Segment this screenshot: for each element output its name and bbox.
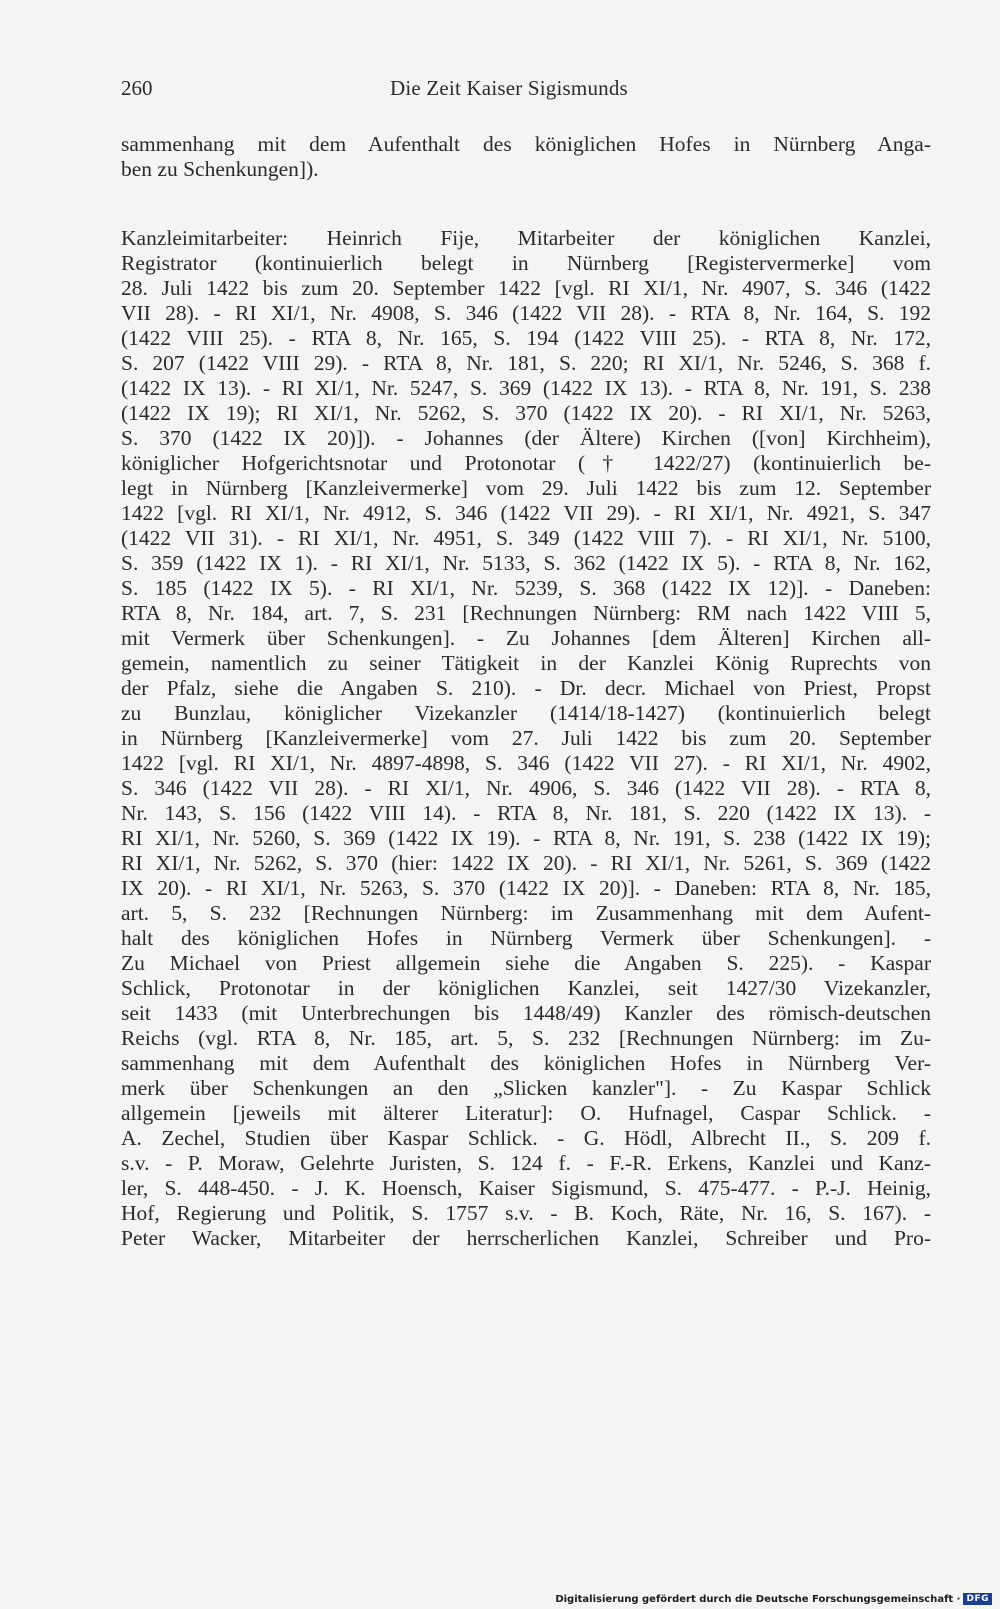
body-text: [121, 132, 931, 1251]
text-line: Peter Wacker, Mitarbeiter der herrscherlichen Kanzlei, Schreiber und Pro-: [121, 1226, 931, 1250]
running-title: Die Zeit Kaiser Sigismunds: [390, 76, 628, 100]
text-line: art. 5, S. 232 [Rechnungen Nürnberg: im Zusammenhang mit dem Aufent-: [121, 901, 931, 925]
text-line: Zu Michael von Priest allgemein siehe die Angaben S. 225). - Kaspar: [121, 951, 931, 975]
text-line: halt des königlichen Hofes in Nürnberg Vermerk über Schenkungen]. -: [121, 926, 931, 950]
text-line: S. 346 (1422 VII 28). - RI XI/1, Nr. 4906, S. 346 (1422 VII 28). - RTA 8,: [121, 776, 931, 800]
text-line: 28. Juli 1422 bis zum 20. September 1422 [vgl. RI XI/1, Nr. 4907, S. 346 (1422: [121, 276, 931, 300]
text-line: Hof, Regierung und Politik, S. 1757 s.v. - B. Koch, Räte, Nr. 16, S. 167). -: [121, 1201, 931, 1225]
page-number: 260: [121, 76, 153, 100]
text-line: (1422 VIII 25). - RTA 8, Nr. 165, S. 194 (1422 VIII 25). - RTA 8, Nr. 172,: [121, 326, 931, 350]
text-line: S. 185 (1422 IX 5). - RI XI/1, Nr. 5239, S. 368 (1422 IX 12)]. - Daneben:: [121, 576, 931, 600]
text-line: allgemein [jeweils mit älterer Literatur]: O. Hufnagel, Caspar Schlick. -: [121, 1101, 931, 1125]
text-line: 1422 [vgl. RI XI/1, Nr. 4897-4898, S. 346 (1422 VII 27). - RI XI/1, Nr. 4902,: [121, 751, 931, 775]
text-line: RTA 8, Nr. 184, art. 7, S. 231 [Rechnungen Nürnberg: RM nach 1422 VIII 5,: [121, 601, 931, 625]
paragraph-gap: [121, 182, 931, 226]
text-line: IX 20). - RI XI/1, Nr. 5263, S. 370 (1422 IX 20)]. - Daneben: RTA 8, Nr. 185,: [121, 876, 931, 900]
text-line: (1422 IX 13). - RI XI/1, Nr. 5247, S. 369 (1422 IX 13). - RTA 8, Nr. 191, S. 238: [121, 376, 931, 400]
text-line: ler, S. 448-450. - J. K. Hoensch, Kaiser Sigismund, S. 475-477. - P.-J. Heinig,: [121, 1176, 931, 1200]
text-line: königlicher Hofgerichtsnotar und Protonotar († 1422/27) (kontinuierlich be-: [121, 451, 931, 475]
text-line: Schlick, Protonotar in der königlichen Kanzlei, seit 1427/30 Vizekanzler,: [121, 976, 931, 1000]
text-line: Registrator (kontinuierlich belegt in Nürnberg [Registervermerke] vom: [121, 251, 931, 275]
text-line: in Nürnberg [Kanzleivermerke] vom 27. Juli 1422 bis zum 20. September: [121, 726, 931, 750]
text-line: Nr. 143, S. 156 (1422 VIII 14). - RTA 8, Nr. 181, S. 220 (1422 IX 13). -: [121, 801, 931, 825]
dfg-logo: DFG: [963, 1593, 992, 1605]
text-line: A. Zechel, Studien über Kaspar Schlick. - G. Hödl, Albrecht II., S. 209 f.: [121, 1126, 931, 1150]
text-line: (1422 IX 19); RI XI/1, Nr. 5262, S. 370 (1422 IX 20). - RI XI/1, Nr. 5263,: [121, 401, 931, 425]
text-line: (1422 VII 31). - RI XI/1, Nr. 4951, S. 349 (1422 VIII 7). - RI XI/1, Nr. 5100,: [121, 526, 931, 550]
text-line: RI XI/1, Nr. 5260, S. 369 (1422 IX 19). - RTA 8, Nr. 191, S. 238 (1422 IX 19);: [121, 826, 931, 850]
text-line: S. 359 (1422 IX 1). - RI XI/1, Nr. 5133, S. 362 (1422 IX 5). - RTA 8, Nr. 162,: [121, 551, 931, 575]
text-line: S. 207 (1422 VIII 29). - RTA 8, Nr. 181, S. 220; RI XI/1, Nr. 5246, S. 368 f.: [121, 351, 931, 375]
text-line: Kanzleimitarbeiter: Heinrich Fije, Mitarbeiter der königlichen Kanzlei,: [121, 226, 931, 250]
paragraph-1: [121, 132, 931, 182]
text-line: ben zu Schenkungen]).: [121, 157, 319, 181]
text-line: S. 370 (1422 IX 20)]). - Johannes (der Ältere) Kirchen ([von] Kirchheim),: [121, 426, 931, 450]
text-line: zu Bunzlau, königlicher Vizekanzler (1414/18-1427) (kontinuierlich belegt: [121, 701, 931, 725]
text-line: gemein, namentlich zu seiner Tätigkeit in der Kanzlei König Ruprechts von: [121, 651, 931, 675]
text-line: seit 1433 (mit Unterbrechungen bis 1448/49) Kanzler des römisch-deutschen: [121, 1001, 931, 1025]
text-line: VII 28). - RI XI/1, Nr. 4908, S. 346 (1422 VII 28). - RTA 8, Nr. 164, S. 192: [121, 301, 931, 325]
text-line: der Pfalz, siehe die Angaben S. 210). - Dr. decr. Michael von Priest, Propst: [121, 676, 931, 700]
digitization-credit: [555, 1593, 992, 1605]
text-line: merk über Schenkungen an den „Slicken kanzler"]. - Zu Kaspar Schlick: [121, 1076, 931, 1100]
text-line: 1422 [vgl. RI XI/1, Nr. 4912, S. 346 (1422 VII 29). - RI XI/1, Nr. 4921, S. 347: [121, 501, 931, 525]
text-line: s.v. - P. Moraw, Gelehrte Juristen, S. 124 f. - F.-R. Erkens, Kanzlei und Kanz-: [121, 1151, 931, 1175]
text-line: sammenhang mit dem Aufenthalt des königlichen Hofes in Nürnberg Ver-: [121, 1051, 931, 1075]
paragraph-2: [121, 226, 931, 1251]
text-line: RI XI/1, Nr. 5262, S. 370 (hier: 1422 IX 20). - RI XI/1, Nr. 5261, S. 369 (1422: [121, 851, 931, 875]
text-line: sammenhang mit dem Aufenthalt des königlichen Hofes in Nürnberg Anga-: [121, 132, 931, 156]
credit-text: Digitalisierung gefördert durch die Deutsche Forschungsgemeinschaft ·: [555, 1593, 961, 1605]
text-line: mit Vermerk über Schenkungen]. - Zu Johannes [dem Älteren] Kirchen all-: [121, 626, 931, 650]
text-line: legt in Nürnberg [Kanzleivermerke] vom 29. Juli 1422 bis zum 12. September: [121, 476, 931, 500]
text-line: Reichs (vgl. RTA 8, Nr. 185, art. 5, S. 232 [Rechnungen Nürnberg: im Zu-: [121, 1026, 931, 1050]
